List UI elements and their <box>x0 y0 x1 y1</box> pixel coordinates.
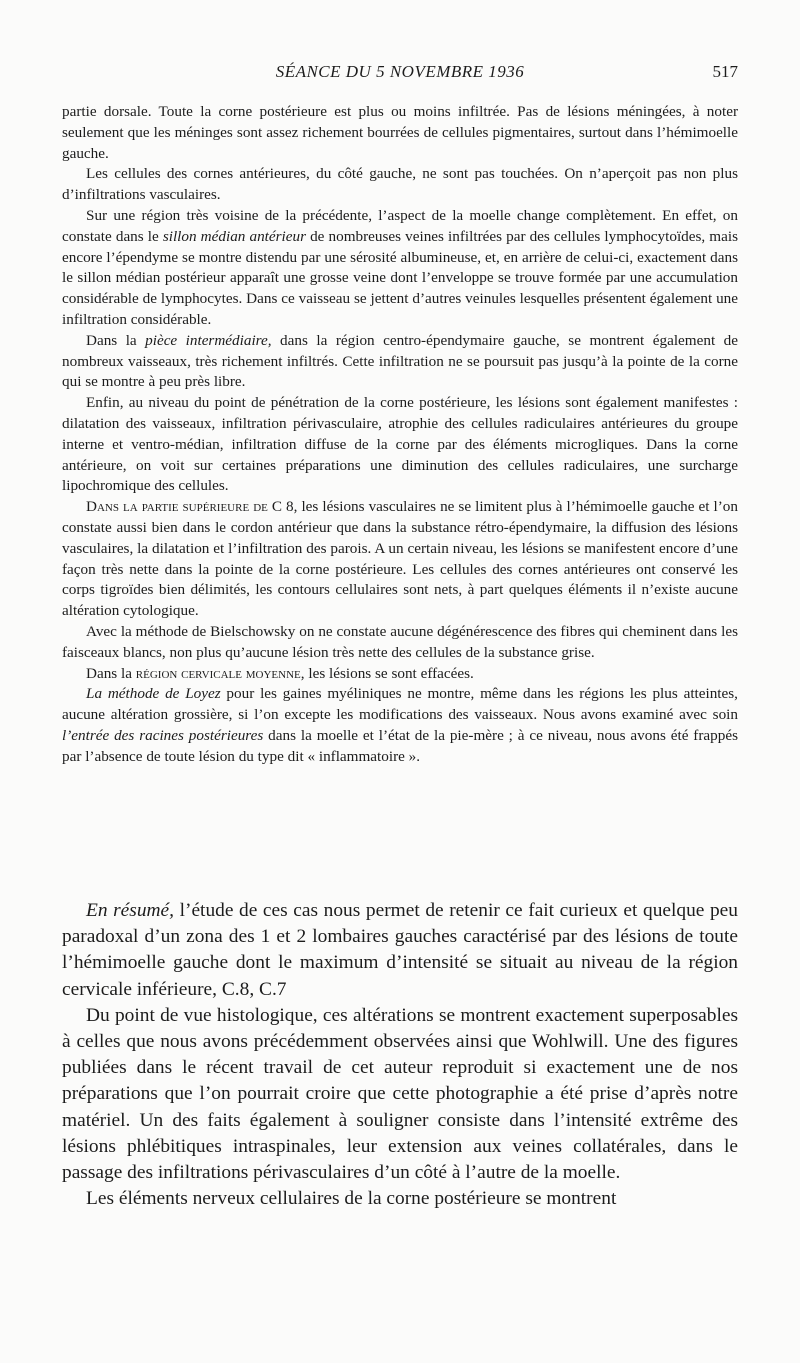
emphasis: sillon médian antérieur <box>162 227 306 245</box>
paragraph-text: Dans la <box>86 331 146 349</box>
paragraph-text: Du point de vue histologique, ces altérations se montrent exactement superposables à celles que nous avons précédemment observées ainsi que Wohlwill. Une des figures publiées dans le récent travail de cet auteur reproduit si exactement une de nos préparations que l’on pourrait croire que cette photographie a été prise d’après notre matériel. Un des faits également à souligner consiste dans l’intensité extrême des lésions phlébitiques intraspinales, leur extension aux veines collatérales, dans le passage des infiltrations périvasculaires d’un côté à l’autre de la moelle. <box>62 1004 738 1184</box>
paragraph-text: pour les gaines myéliniques ne montre, même dans les régions les plus atteintes, aucune altération grossière, si l’on excepte les modifications des vaisseaux. Nous avons examiné avec soin <box>62 685 738 724</box>
paragraph-text: Dans la <box>86 664 136 682</box>
paragraph-9 <box>62 684 738 767</box>
paragraph-text: partie dorsale. Toute la corne postérieure est plus ou moins infiltrée. Pas de lésions méningées, à noter seulement que les méninges sont assez richement bourrées de cellules pigmentaires, surtout dans l’hémimoelle gauche. <box>62 103 738 162</box>
paragraph-text: l’étude de ces cas nous permet de retenir ce fait curieux et quelque peu paradoxal d’un zona des 1 et 2 lombaires gauches caractérisé par des lésions de toute l’hémimoelle gauche dont le maximum d’intensité se situait au niveau de la région cervicale inférieure, C.8, C.7 <box>62 900 738 1000</box>
paragraph-text: dans la région centro-épendymaire gauche, se montrent également de nombreux vaisseaux, très richement infiltrés. Cette infiltration ne se poursuit pas jusqu’à la pointe de la corne qui se montre à peu près libre. <box>62 331 738 391</box>
running-title: SÉANCE DU 5 NOVEMBRE 1936 <box>275 62 525 81</box>
paragraph-text: Enfin, au niveau du point de pénétration de la corne postérieure, les lésions sont également manifestes : dilatation des vaisseaux, infiltration périvasculaire, atrophie des cellules radiculaires antérieures du groupe interne et ventro-médian, infiltration diffuse de la corne par des éléments microgliques. Dans la corne antérieure, on voit sur certaines préparations une diminution des cellules radiculaires, une surcharge lipochromique des cellules. <box>62 394 738 495</box>
paragraph-3 <box>62 206 738 331</box>
emphasis: La méthode de Loyez <box>86 685 221 703</box>
conclusion-paragraph-3 <box>62 1186 738 1212</box>
paragraph-5 <box>62 393 738 497</box>
paragraph-6 <box>62 497 738 622</box>
small-caps-term: région cervicale moyenne, <box>135 664 305 682</box>
emphasis: pièce intermédiaire, <box>145 331 272 349</box>
paragraph-text: Les cellules des cornes antérieures, du côté gauche, ne sont pas touchées. On n’aperçoit pas non plus d’infiltrations vasculaires. <box>62 165 738 204</box>
paragraph-text: les lésions se sont effacées. <box>304 664 474 682</box>
page-header <box>62 62 738 92</box>
paragraph-text: C 8, les lésions vasculaires ne se limitent plus à l’hémimoelle gauche et l’on constate aussi bien dans le cordon antérieur que dans la substance rétro-épendymaire, la diffusion des lésions vasculaires, la dilatation et l’infiltration des parois. A un certain niveau, les lésions se manifestent encore d’une façon très nette dans la pointe de la corne postérieure. Les cellules des cornes antérieures ont conservé les corps tigroïdes bien délimités, les contours cellulaires sont nets, à part quelques éléments il n’existe aucune altération cytologique. <box>62 498 738 620</box>
conclusion-paragraph-2 <box>62 1003 738 1186</box>
paragraph-7 <box>62 622 738 664</box>
paragraph-text: de nombreuses veines infiltrées par des cellules lymphocytoïdes, mais encore l’épendyme se montre distendu par une sérosité albumineuse, et, en arrière de celui-ci, exactement dans le sillon médian postérieur apparaît une grosse veine dont l’enveloppe se trouve formée par une accumulation considérable de lymphocytes. Dans ce vaisseau se jettent d’autres veinules lesquelles présentent également une infiltration considérable. <box>62 227 738 328</box>
body-text-small <box>62 102 738 768</box>
paragraph-2 <box>62 164 738 206</box>
paragraph-text: Avec la méthode de Bielschowsky on ne constate aucune dégénérescence des fibres qui cheminent dans les faisceaux blancs, non plus qu’aucune lésion très nette des cellules de la substance grise. <box>62 622 738 661</box>
emphasis: l’entrée des racines postérieures <box>62 726 264 744</box>
emphasis: En résumé, <box>86 900 174 921</box>
paragraph-4 <box>62 331 738 393</box>
conclusion-paragraph-1 <box>62 898 738 1003</box>
paragraph-1 <box>62 102 738 164</box>
paragraph-text: Les éléments nerveux cellulaires de la corne postérieure se montrent <box>86 1188 617 1210</box>
paragraph-8 <box>62 664 738 685</box>
paragraph-text: dans la moelle et l’état de la pie-mère ; à ce niveau, nous avons été frappés par l’absence de toute lésion du type dit « inflammatoire ». <box>62 726 738 765</box>
page-number: 517 <box>712 62 738 81</box>
paragraph-text: Sur une région très voisine de la précédente, l’aspect de la moelle change complètement. En effet, on constate dans le <box>62 206 738 245</box>
conclusion-text <box>62 898 738 1212</box>
small-caps-lead: Dans la partie supérieure de <box>86 498 268 516</box>
